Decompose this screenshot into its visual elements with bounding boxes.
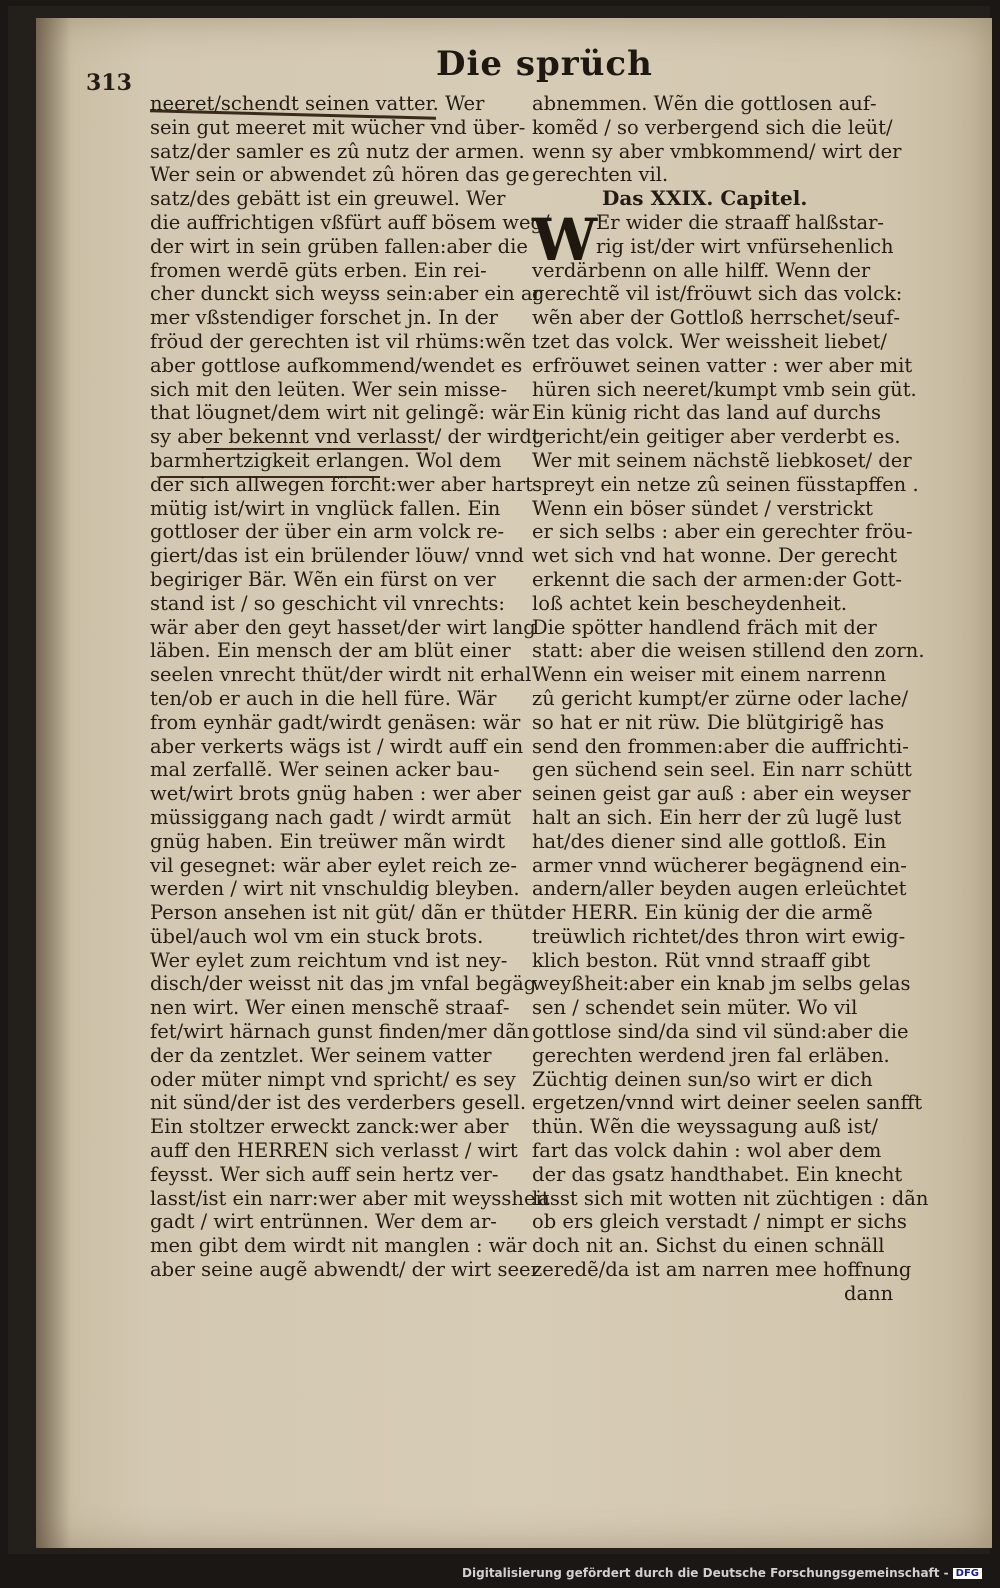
text-line: armer vnnd wücherer begägnend ein‐ [532, 853, 907, 877]
text-line: Wer sein or abwendet zû hören das ge [150, 163, 530, 187]
text-line: so hat er nit rüw. Die blütgirigẽ has [532, 710, 885, 734]
text-line: satz/des gebätt ist ein greuwel. Wer [150, 187, 506, 211]
text-line: Die spötter handlend fräch mit der [532, 615, 877, 639]
text-line: aber seine augẽ abwendt/ der wirt seer [150, 1258, 540, 1282]
text-line: erfröuwet seinen vatter : wer aber mit [532, 353, 913, 377]
text-line: hüren sich neeret/kumpt vmb sein güt. [532, 377, 917, 401]
text-line: stand ist / so geschicht vil vnrechts: [150, 591, 505, 615]
text-line: ob ers gleich verstadt / nimpt er sichs [532, 1210, 907, 1234]
right-text-column [532, 92, 928, 1306]
catchword: dann [844, 1281, 894, 1305]
text-line: mer vßstendiger forschet jn. In der [150, 306, 498, 330]
right-column-top [532, 92, 928, 187]
text-line: seelen vnrecht thüt/der wirdt nit erhal [150, 663, 532, 687]
text-line: thün. Wẽn die weyssagung auß ist/ [532, 1115, 878, 1139]
text-line: Wenn ein weiser mit einem narrenn [532, 663, 887, 687]
text-line: Wenn ein böser sündet / verstrickt [532, 496, 873, 520]
text-line: hat/des diener sind alle gottloß. Ein [532, 829, 887, 853]
text-line: statt: aber die weisen stillend den zorn. [532, 639, 925, 663]
text-line: that löugnet/dem wirt nit gelingẽ: wär [150, 401, 529, 425]
text-line: müssiggang nach gadt / wirdt armüt [150, 805, 511, 829]
text-line: komẽd / so verbergend sich die leüt/ [532, 115, 893, 139]
text-line: Wer mit seinem nächstẽ liebkoset/ der [532, 448, 912, 472]
text-line: auff den HERREN sich verlasst / wirt [150, 1139, 518, 1163]
text-line: klich beston. Rüt vnnd straaff gibt [532, 948, 871, 972]
text-line: gericht/ein geitiger aber verderbt es. [532, 425, 901, 449]
text-line: andern/aller beyden augen erleüchtet [532, 877, 907, 901]
text-line: seinen geist gar auß : aber ein weyser [532, 782, 911, 806]
text-line: treüwlich richtet/des thron wirt ewig‐ [532, 924, 906, 948]
text-line: läben. Ein mensch der am blüt einer [150, 639, 511, 663]
text-line: spreyt ein netze zû seinen füsstapffen . [532, 472, 919, 496]
running-head: Die sprüch [436, 44, 653, 84]
footer-credit [462, 1566, 982, 1580]
text-line: Ein künig richt das land auf durchs [532, 401, 882, 425]
text-line: fröud der gerechten ist vil rhüms:wẽn [150, 329, 526, 353]
text-line: fet/wirt härnach gunst finden/mer dãn [150, 1020, 530, 1044]
left-text-column [150, 92, 550, 1282]
text-line: mal zerfallẽ. Wer seinen acker bau‐ [150, 758, 500, 782]
text-line: er sich selbs : aber ein gerechter fröu‐ [532, 520, 913, 544]
text-line: disch/der weisst nit das jm vnfal begäg [150, 972, 537, 996]
text-line: gottlose sind/da sind vil sünd:aber die [532, 1020, 909, 1044]
text-line: aber verkerts wägs ist / wirdt auff ein [150, 734, 524, 758]
text-line: from eynhär gadt/wirdt genäsen: wär [150, 710, 521, 734]
text-line: Er wider die straaff halßstar‐ [596, 210, 884, 234]
text-line: werden / wirt nit vnschuldig bleyben. [150, 877, 520, 901]
text-line: lasst sich mit wotten nit züchtigen : dãn [532, 1186, 929, 1210]
text-line: gen süchend sein seel. Ein narr schütt [532, 758, 912, 782]
text-line: satz/der samler es zû nutz der armen. [150, 139, 525, 163]
text-line: rig ist/der wirt vnfürsehenlich [596, 234, 894, 258]
text-line: mütig ist/wirt in vnglück fallen. Ein [150, 496, 501, 520]
text-line: doch nit an. Sichst du einen schnäll [532, 1234, 885, 1258]
text-line: der sich allwegen förcht:wer aber hart [150, 472, 534, 496]
text-line: gnüg haben. Ein treüwer mãn wirdt [150, 829, 506, 853]
text-line: feysst. Wer sich auff sein hertz ver‐ [150, 1162, 499, 1186]
text-line: verdärbenn on alle hilff. Wenn der [532, 258, 871, 282]
text-line: abnemmen. Wẽn die gottlosen auf‐ [532, 92, 877, 115]
text-line: send den frommen:aber die auffrichti‐ [532, 734, 909, 758]
text-line: men gibt dem wirdt nit manglen : wär [150, 1234, 527, 1258]
dfg-logo: DFG [953, 1568, 982, 1579]
text-line: tzet das volck. Wer weissheit liebet/ [532, 329, 887, 353]
text-line: gottloser der über ein arm volck re‐ [150, 520, 505, 544]
text-line: sein gut meeret mit wücher vnd über‐ [150, 115, 526, 139]
text-line: Ein stoltzer erweckt zanck:wer aber [150, 1115, 509, 1139]
footer-text: Digitalisierung gefördert durch die Deutsche Forschungsgemeinschaft - [462, 1566, 949, 1580]
right-column-body [532, 259, 928, 1282]
text-line: die auffrichtigen vßfürt auff bösem weg/ [150, 210, 550, 234]
text-line: wenn sy aber vmbkommend/ wirt der [532, 139, 902, 163]
text-line: cher dunckt sich weyss sein:aber ein ar [150, 282, 542, 306]
text-line: gerechten vil. [532, 163, 669, 187]
text-line: übel/auch wol vm ein stuck brots. [150, 924, 484, 948]
text-line: wẽn aber der Gottloß herrschet/seuf‐ [532, 306, 900, 330]
text-line: sen / schendet sein müter. Wo vil [532, 996, 858, 1020]
text-line: fromen werdē güts erben. Ein rei‐ [150, 258, 487, 282]
text-line: wet/wirt brots gnüg haben : wer aber [150, 782, 522, 806]
text-line: halt an sich. Ein herr der zû lugẽ lust [532, 805, 902, 829]
text-line: gadt / wirt entrünnen. Wer dem ar‐ [150, 1210, 497, 1234]
text-line: Züchtig deinen sun/so wirt er dich [532, 1067, 873, 1091]
text-line: ten/ob er auch in die hell füre. Wär [150, 686, 497, 710]
text-line: Wer eylet zum reichtum vnd ist ney‐ [150, 948, 508, 972]
chapter-heading: Das XXIX. Capitel. [602, 186, 808, 211]
text-line: der da zentzlet. Wer seinem vatter [150, 1043, 492, 1067]
text-line: begiriger Bär. Wẽn ein fürst on ver [150, 567, 496, 591]
text-line: giert/das ist ein brülender löuw/ vnnd [150, 544, 524, 568]
text-line: sy aber bekennt vnd verlasst/ der wirdt [150, 425, 540, 449]
gutter-shadow [36, 18, 70, 1548]
text-line: oder müter nimpt vnd spricht/ es sey [150, 1067, 516, 1091]
text-line: aber gottlose aufkommend/wendet es [150, 353, 523, 377]
text-line: wet sich vnd hat wonne. Der gerecht [532, 544, 898, 568]
text-line: nen wirt. Wer einen menschẽ straaf‐ [150, 996, 510, 1020]
text-line: erkennt die sach der armen:der Gott‐ [532, 567, 902, 591]
text-line: nit sünd/der ist des verderbers gesell. [150, 1091, 527, 1115]
drop-initial: W [532, 205, 598, 274]
text-line: gerechten werdend jren fal erläben. [532, 1043, 890, 1067]
text-line: gerechtẽ vil ist/fröuwt sich das volck: [532, 282, 903, 306]
text-line: fart das volck dahin : wol aber dem [532, 1139, 882, 1163]
text-line: der HERR. Ein künig der die armẽ [532, 901, 873, 925]
text-line: Person ansehen ist nit güt/ dãn er thüt [150, 901, 532, 925]
text-line: vil gesegnet: wär aber eylet reich ze‐ [150, 853, 517, 877]
text-line: zeredẽ/da ist am narren mee hoffnung [532, 1258, 912, 1282]
text-line: sich mit den leüten. Wer sein misse‐ [150, 377, 508, 401]
text-line: barmhertzigkeit erlangen. Wol dem [150, 448, 502, 472]
text-line: ergetzen/vnnd wirt deiner seelen sanfft [532, 1091, 923, 1115]
text-line: neeret/schendt seinen vatter. Wer [150, 92, 485, 115]
text-line: wär aber den geyt hasset/der wirt lang [150, 615, 536, 639]
text-line: der wirt in sein grüben fallen:aber die [150, 234, 528, 258]
text-line: lasst/ist ein narr:wer aber mit weyssheit [150, 1186, 550, 1210]
text-line: weyßheit:aber ein knab jm selbs gelas [532, 972, 911, 996]
text-line: loß achtet kein bescheydenheit. [532, 591, 848, 615]
page-number: 313 [86, 70, 132, 96]
text-line: zû gericht kumpt/er zürne oder lache/ [532, 686, 909, 710]
text-line: der das gsatz handthabet. Ein knecht [532, 1162, 903, 1186]
